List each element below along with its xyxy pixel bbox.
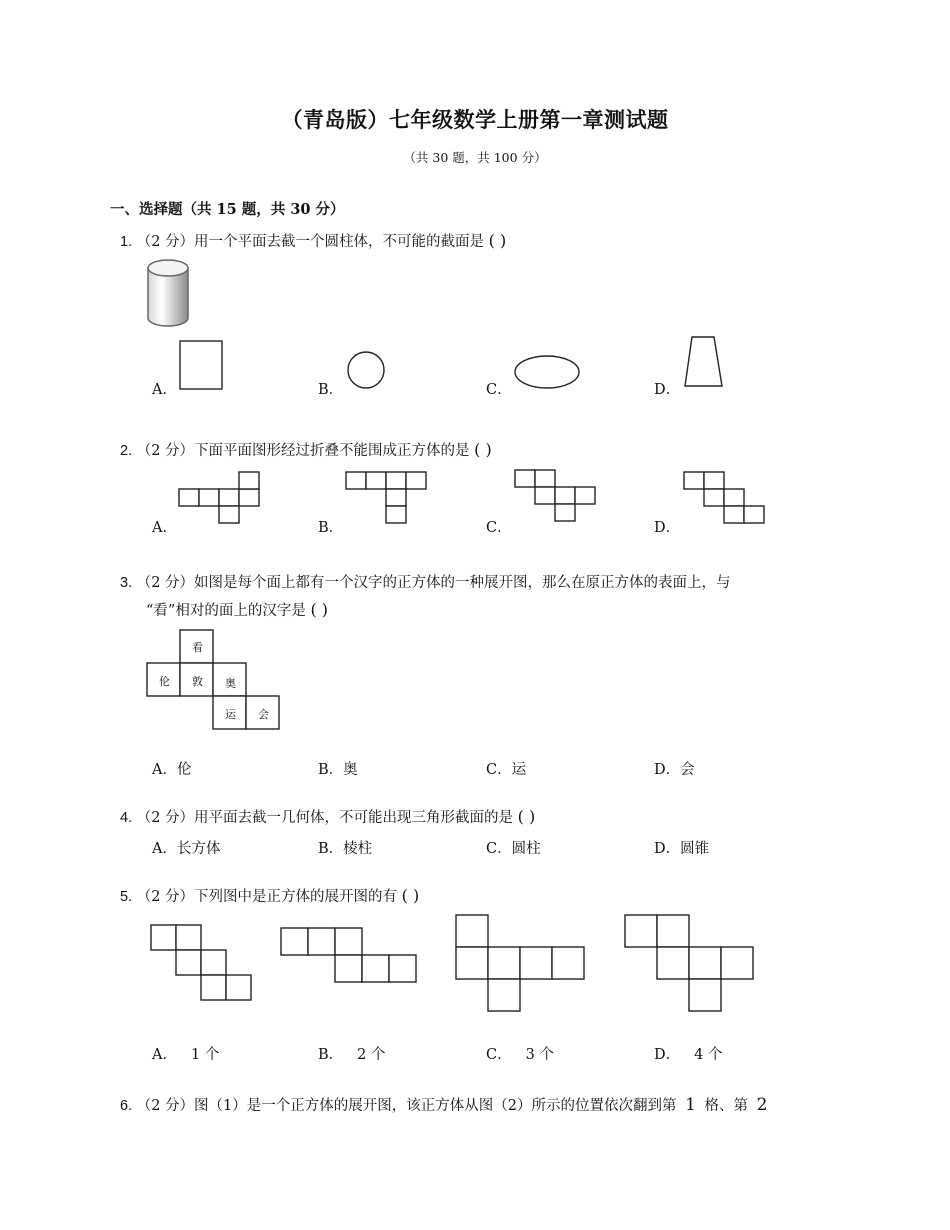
option-letter: A．	[152, 1047, 177, 1063]
q2-option-d[interactable]: D．	[654, 520, 681, 536]
trapezoid-section	[683, 335, 725, 389]
net-char-bottom-left: 运	[225, 708, 236, 721]
question-6	[120, 1094, 767, 1115]
net-char-top: 看	[192, 641, 203, 654]
q5-option-d[interactable]	[654, 1043, 722, 1064]
cylinder-figure	[146, 258, 190, 330]
circle-section	[345, 350, 389, 390]
option-value: 4 个	[694, 1047, 723, 1063]
question-number: 5.	[120, 889, 133, 905]
q2-net-d	[682, 470, 768, 526]
answer-paren: ( )	[474, 440, 492, 459]
net-char-right: 奥	[225, 677, 236, 690]
question-text: （2 分）用平面去截一几何体，不可能出现三角形截面的是	[136, 810, 514, 826]
answer-paren: ( )	[488, 231, 507, 250]
q4-option-c[interactable]: C．圆柱	[486, 841, 541, 857]
page-subtitle: （共 30 题，共 100 分）	[403, 150, 547, 165]
q4-option-b[interactable]: B．棱柱	[318, 841, 373, 857]
question-2	[120, 439, 492, 460]
ellipse-section	[514, 354, 582, 392]
q3-option-b[interactable]: B．奥	[318, 762, 358, 778]
question-3-line2	[146, 599, 328, 620]
question-text-mid: 格、第	[704, 1098, 749, 1114]
q1-option-a[interactable]: A．	[152, 382, 177, 398]
question-text: （2 分）下面平面图形经过折叠不能围成正方体的是	[136, 443, 470, 459]
q2-net-a	[177, 470, 263, 526]
question-text: （2 分）如图是每个面上都有一个汉字的正方体的一种展开图，那么在原正方体的表面上，与	[136, 575, 731, 591]
net-char-bottom-right: 会	[258, 708, 269, 721]
q5-net-4	[623, 913, 757, 1015]
q5-net-3	[454, 913, 586, 1015]
question-number: 6.	[120, 1098, 133, 1114]
question-4	[120, 806, 535, 827]
option-letter: B．	[318, 1047, 344, 1063]
answer-paren: ( )	[401, 886, 420, 905]
question-number: 1.	[120, 234, 133, 250]
answer-paren: ( )	[310, 600, 329, 619]
q2-net-b	[344, 470, 430, 526]
q3-option-d[interactable]: D．会	[654, 762, 695, 778]
answer-paren: ( )	[517, 807, 536, 826]
rectangle-section	[178, 339, 224, 391]
q2-option-b[interactable]: B．	[318, 520, 344, 536]
question-text: （2 分）用一个平面去截一个圆柱体，不可能的截面是	[136, 234, 485, 250]
question-text: （2 分）下列图中是正方体的展开图的有	[136, 889, 398, 905]
question-number: 2.	[120, 443, 133, 459]
option-value: 3 个	[525, 1047, 554, 1063]
page-title: （青岛版）七年级数学上册第一章测试题	[281, 107, 669, 132]
question-3	[120, 571, 731, 592]
q5-net-1	[149, 923, 253, 1003]
option-letter: D．	[654, 1047, 681, 1063]
question-5	[120, 885, 419, 906]
q5-option-c[interactable]	[486, 1043, 554, 1064]
option-value: 1 个	[190, 1047, 220, 1063]
q4-option-d[interactable]: D．圆锥	[654, 841, 710, 857]
question-text: （2 分）图（1）是一个正方体的展开图，该正方体从图（2）所示的位置依次翻到第	[136, 1098, 677, 1114]
step-value-2: 2	[756, 1095, 768, 1115]
q2-option-a[interactable]: A．	[152, 520, 177, 536]
question-number: 4.	[120, 810, 133, 826]
question-number: 3.	[120, 575, 133, 591]
section-heading: 一、选择题（共 15 题，共 30 分）	[110, 201, 345, 218]
q2-option-c[interactable]: C．	[486, 520, 512, 536]
q1-option-b[interactable]: B．	[318, 382, 344, 398]
q2-net-c	[513, 468, 599, 526]
question-text-line2: “看”相对的面上的汉字是	[146, 603, 306, 619]
q5-net-2	[280, 927, 418, 985]
q3-option-a[interactable]: A．伦	[152, 762, 192, 778]
net-char-left: 伦	[159, 675, 170, 688]
option-value: 2 个	[357, 1047, 386, 1063]
net-char-center: 敦	[192, 675, 203, 688]
question-1	[120, 230, 506, 251]
q5-option-a[interactable]	[152, 1043, 219, 1064]
step-value-1: 1	[685, 1095, 696, 1115]
q4-option-a[interactable]: A．长方体	[152, 841, 221, 857]
q1-option-c[interactable]: C．	[486, 382, 512, 398]
q5-option-b[interactable]	[318, 1043, 386, 1064]
option-letter: C．	[486, 1047, 512, 1063]
q1-option-d[interactable]: D．	[654, 382, 681, 398]
q3-option-c[interactable]: C．运	[486, 762, 527, 778]
